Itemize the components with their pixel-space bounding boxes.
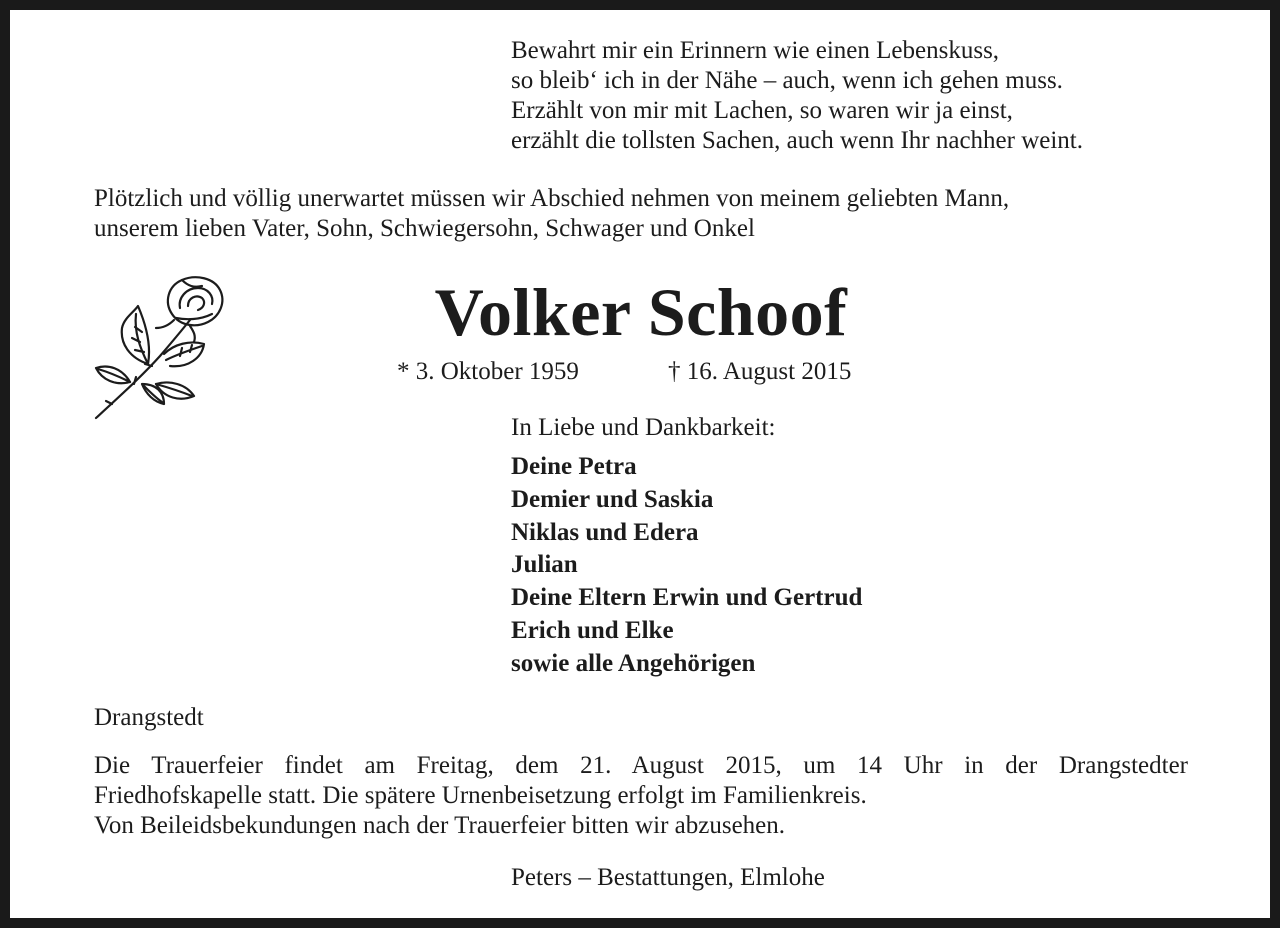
mourner-name: sowie alle Angehörigen [511,649,756,677]
intro-text [94,184,1194,244]
mourner-name: Demier und Saskia [511,485,714,513]
mourner-name: Niklas und Edera [511,518,699,546]
mourner-name: Deine Petra [511,453,637,480]
mourner-name: Deine Eltern Erwin und Gertrud [511,584,863,612]
place-name: Drangstedt [94,704,204,731]
ceremony-line: Von Beileidsbekundungen nach der Trauerfeier bitten wir abzusehen. [94,812,786,839]
thanks-line: In Liebe und Dankbarkeit: [511,414,776,441]
poem-line: so bleib‘ ich in der Nähe – auch, wenn ich gehen muss. [511,67,1063,94]
intro-line: unserem lieben Vater, Sohn, Schwiegersohn, Schwager und Onkel [94,215,755,242]
intro-line: Plötzlich und völlig unerwartet müssen wir Abschied nehmen von meinem geliebten Mann, [94,185,1010,212]
birth-date: * 3. Oktober 1959 [397,358,579,385]
poem-line: Erzählt von mir mit Lachen, so waren wir ja einst, [511,97,1013,124]
poem-line: Bewahrt mir ein Erinnern wie einen Lebenskuss, [511,37,1000,64]
mourner-name: Julian [511,551,578,579]
death-date: † 16. August 2015 [668,358,852,385]
poem-line: erzählt die tollsten Sachen, auch wenn Ihr nachher weint. [511,127,1083,154]
poem [511,36,1083,156]
ceremony-line: Friedhofskapelle statt. Die spätere Urnenbeisetzung erfolgt im Familienkreis. [94,782,867,809]
deceased-name: Volker Schoof [434,274,848,350]
ceremony-line: Die Trauerfeier findet am Freitag, dem 21. August 2015, um 14 Uhr in der Drangstedter [94,752,1188,779]
ceremony-info [94,751,1188,841]
mourners-list [511,451,862,681]
obituary-notice [10,10,1270,918]
mourner-name: Erich und Elke [511,616,674,644]
funeral-home: Peters – Bestattungen, Elmlohe [511,864,825,891]
